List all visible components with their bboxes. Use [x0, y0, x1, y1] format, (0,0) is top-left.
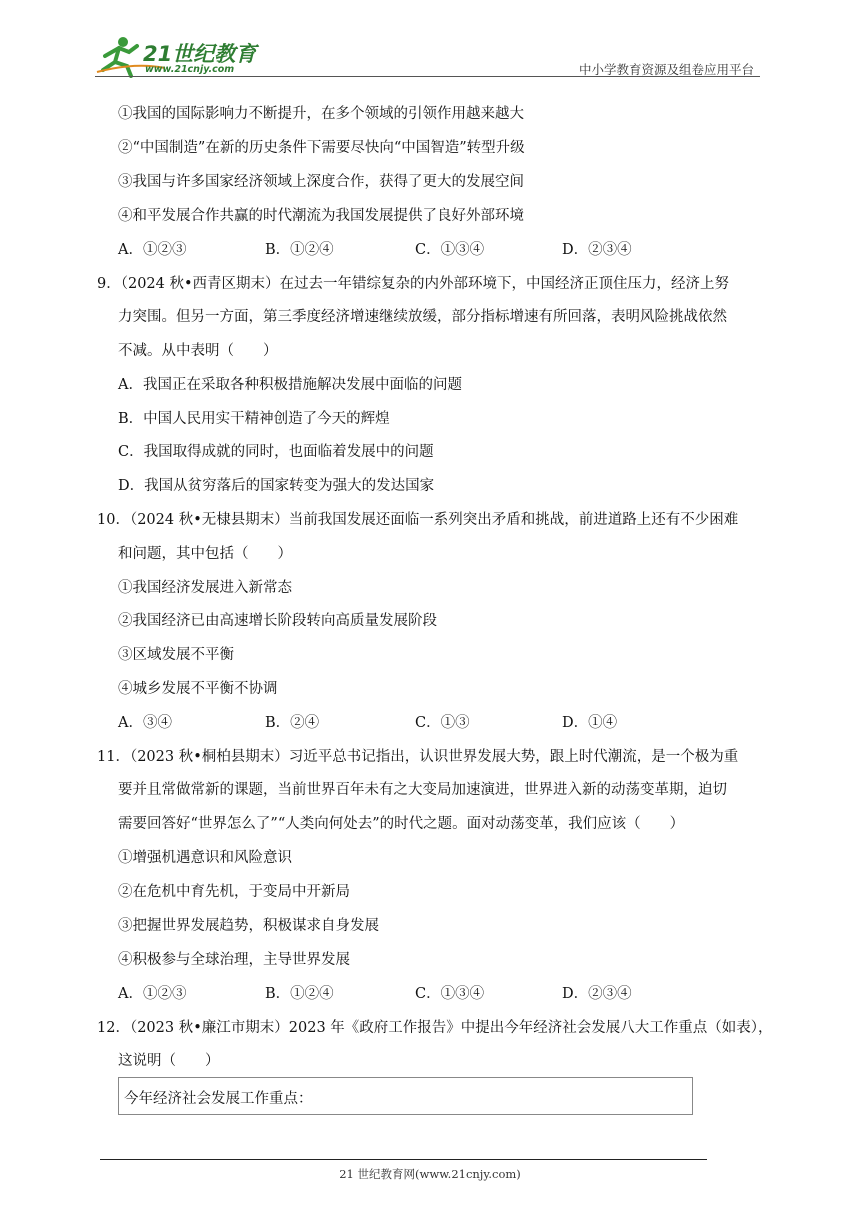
site-logo[interactable]	[95, 32, 265, 78]
q8-item-1: ①我国的国际影响力不断提升，在多个领域的引领作用越来越大	[118, 106, 524, 122]
q8-option-d[interactable]: D．②③④	[562, 242, 632, 258]
q12-stem-line-1: 12．（2023 秋•廉江市期末）2023 年《政府工作报告》中提出今年经济社会发展八大工作重点（如表），	[97, 1020, 773, 1036]
q11-option-b[interactable]: B．①②④	[265, 986, 334, 1002]
footer-text[interactable]: 21 世纪教育网(www.21cnjy.com)	[339, 1167, 521, 1181]
page-header	[95, 32, 760, 78]
q8-option-b[interactable]: B．①②④	[265, 242, 334, 258]
q11-item-2: ②在危机中育先机，于变局中开新局	[118, 884, 350, 900]
q10-item-1: ①我国经济发展进入新常态	[118, 580, 292, 596]
footer-divider	[100, 1159, 707, 1160]
q11-stem-line-3: 需要回答好“世界怎么了”“人类向何处去”的时代之题。面对动荡变革，我们应该（ ）	[118, 816, 685, 832]
q8-item-3: ③我国与许多国家经济领域上深度合作，获得了更大的发展空间	[118, 174, 524, 190]
q10-option-a[interactable]: A．③④	[118, 715, 172, 731]
q10-item-2: ②我国经济已由高速增长阶段转向高质量发展阶段	[118, 613, 437, 629]
q9-option-d[interactable]: D．我国从贫穷落后的国家转变为强大的发达国家	[118, 478, 435, 494]
q12-table	[118, 1077, 693, 1115]
q8-item-2: ②“中国制造”在新的历史条件下需要尽快向“中国智造”转型升级	[118, 140, 525, 156]
logo-text: 21世纪教育	[143, 42, 257, 66]
q9-stem-line-3: 不减。从中表明（ ）	[118, 343, 278, 359]
q11-option-a[interactable]: A．①②③	[118, 986, 187, 1002]
q12-table-cell: 今年经济社会发展工作重点：	[124, 1091, 313, 1107]
q11-option-c[interactable]: C．①③④	[415, 986, 485, 1002]
logo-url: www.21cnjy.com	[145, 64, 235, 75]
q10-item-3: ③区域发展不平衡	[118, 647, 234, 663]
q10-option-d[interactable]: D．①④	[562, 715, 618, 731]
q11-item-4: ④积极参与全球治理，主导世界发展	[118, 952, 350, 968]
q9-option-b[interactable]: B．中国人民用实干精神创造了今天的辉煌	[118, 411, 390, 427]
q11-item-3: ③把握世界发展趋势，积极谋求自身发展	[118, 918, 379, 934]
q9-stem-line-1: 9．（2024 秋•西青区期末）在过去一年错综复杂的内外部环境下，中国经济正顶住压力，经济上努	[97, 276, 730, 292]
q11-option-d[interactable]: D．②③④	[562, 986, 632, 1002]
q10-stem-line-1: 10．（2024 秋•无棣县期末）当前我国发展还面临一系列突出矛盾和挑战，前进道路上还有不少困难	[97, 512, 739, 528]
q11-stem-line-1: 11．（2023 秋•桐柏县期末）习近平总书记指出，认识世界发展大势，跟上时代潮流，是一个极为重	[97, 749, 739, 765]
platform-name: 中小学教育资源及组卷应用平台	[578, 62, 754, 77]
header-divider	[95, 76, 760, 77]
q10-option-c[interactable]: C．①③	[415, 715, 470, 731]
q11-item-1: ①增强机遇意识和风险意识	[118, 850, 292, 866]
q9-option-c[interactable]: C．我国取得成就的同时，也面临着发展中的问题	[118, 444, 434, 460]
q8-option-c[interactable]: C．①③④	[415, 242, 485, 258]
q8-option-a[interactable]: A．①②③	[118, 242, 187, 258]
q10-option-b[interactable]: B．②④	[265, 715, 320, 731]
q9-option-a[interactable]: A．我国正在采取各种积极措施解决发展中面临的问题	[118, 377, 462, 393]
q12-stem-line-2: 这说明（ ）	[118, 1053, 220, 1069]
q11-stem-line-2: 要并且常做常新的课题，当前世界百年未有之大变局加速演进，世界进入新的动荡变革期，迫切	[118, 782, 727, 798]
q8-item-4: ④和平发展合作共赢的时代潮流为我国发展提供了良好外部环境	[118, 208, 524, 224]
q10-item-4: ④城乡发展不平衡不协调	[118, 681, 278, 697]
q10-stem-line-2: 和问题，其中包括（ ）	[118, 546, 292, 562]
q9-stem-line-2: 力突围。但另一方面，第三季度经济增速继续放缓，部分指标增速有所回落，表明风险挑战依然	[118, 309, 727, 325]
